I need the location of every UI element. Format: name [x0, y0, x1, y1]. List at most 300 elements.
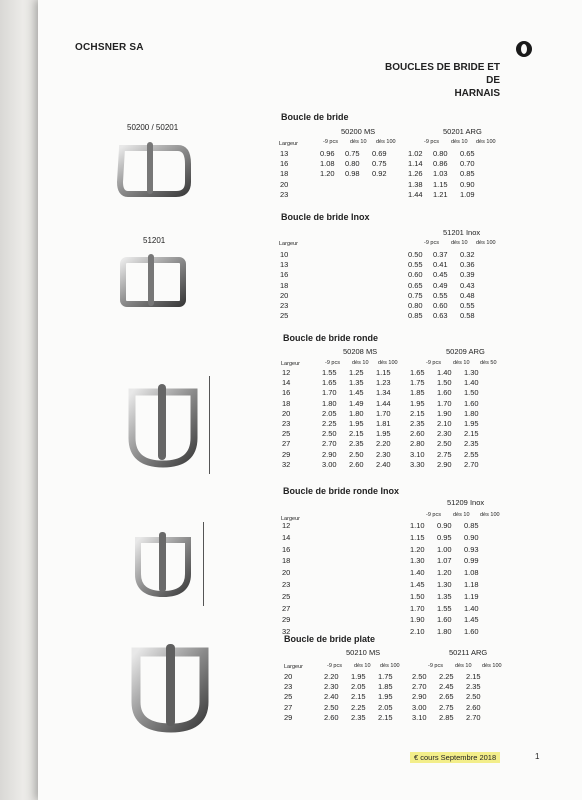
- price-cell: 1.20: [437, 568, 452, 578]
- price-cell: 1.00: [437, 544, 452, 554]
- price-cell: 1.65: [322, 378, 337, 388]
- price-cell: [320, 260, 345, 270]
- width-cell: 25: [282, 591, 291, 601]
- price-cell: 2.75: [439, 702, 454, 712]
- page-title-line2: HARNAIS: [454, 88, 500, 99]
- logo-icon: [516, 41, 532, 57]
- price-cell: 1.75: [378, 672, 393, 681]
- price-cell: 1.60: [464, 398, 479, 408]
- price-cell: 1.90: [410, 615, 425, 625]
- ref-50208: 50208 MS: [343, 347, 378, 356]
- price-cell: [320, 180, 345, 190]
- price-cell: 1.02: [408, 149, 423, 158]
- table-row: [282, 378, 489, 388]
- price-cell: [322, 614, 349, 626]
- col-header: dès 100: [376, 139, 396, 145]
- price-cell: [345, 301, 372, 311]
- currency-note: € cours Septembre 2018: [410, 752, 500, 763]
- price-cell: 3.00: [322, 459, 337, 469]
- price-table-bride-inox: [280, 250, 485, 321]
- price-cell: [372, 291, 408, 301]
- col-header: dès 50: [480, 360, 497, 366]
- price-cell: 1.70: [410, 603, 425, 613]
- table-row: [284, 703, 491, 713]
- width-cell: 23: [280, 189, 289, 199]
- price-cell: [376, 567, 410, 579]
- price-cell: 1.30: [464, 368, 479, 377]
- price-cell: [320, 281, 345, 291]
- price-cell: 1.20: [320, 169, 335, 179]
- price-cell: 2.30: [376, 449, 391, 459]
- col-header: dès 10: [451, 139, 468, 145]
- price-cell: 1.60: [464, 627, 479, 637]
- price-cell: [376, 579, 410, 591]
- price-cell: 2.40: [324, 692, 339, 702]
- image-label-51201: 51201: [143, 236, 166, 245]
- price-cell: 1.55: [322, 368, 337, 377]
- width-cell: 23: [284, 682, 293, 692]
- price-cell: 2.75: [437, 449, 452, 459]
- price-cell: 0.58: [460, 311, 475, 321]
- price-cell: 2.70: [464, 459, 479, 469]
- buckle-image-51209: [132, 528, 194, 600]
- price-cell: 2.50: [322, 429, 337, 439]
- width-cell: 32: [282, 459, 291, 469]
- price-table-bride: [280, 149, 485, 200]
- price-cell: 2.65: [439, 692, 454, 702]
- price-cell: 2.90: [412, 692, 427, 702]
- price-cell: 0.45: [433, 270, 448, 280]
- price-cell: 2.60: [324, 712, 339, 722]
- price-cell: 0.80: [408, 301, 423, 311]
- col-header: -9 pcs: [327, 663, 342, 669]
- price-cell: 1.15: [376, 368, 391, 377]
- price-cell: 2.45: [439, 682, 454, 692]
- price-cell: 0.43: [460, 280, 475, 290]
- width-cell: 16: [280, 270, 289, 280]
- col-header-width: Largeur: [284, 664, 303, 670]
- price-cell: [376, 591, 410, 603]
- price-cell: [372, 281, 408, 291]
- price-cell: 2.35: [466, 682, 481, 692]
- price-cell: 0.98: [345, 169, 360, 179]
- price-cell: [322, 544, 349, 556]
- price-cell: 2.25: [351, 702, 366, 712]
- price-cell: 1.50: [464, 388, 479, 398]
- price-cell: 1.70: [437, 398, 452, 408]
- price-cell: [345, 291, 372, 301]
- price-cell: 1.80: [349, 408, 364, 418]
- width-cell: 25: [280, 311, 289, 321]
- price-cell: 2.50: [466, 692, 481, 702]
- col-header: dès 10: [453, 512, 470, 518]
- price-cell: 0.48: [460, 290, 475, 300]
- price-cell: [376, 555, 410, 567]
- price-cell: 3.10: [412, 712, 427, 722]
- col-header: -9 pcs: [426, 360, 441, 366]
- width-cell: 25: [282, 429, 291, 439]
- table-row: [282, 450, 489, 460]
- binding-edge: [0, 0, 38, 800]
- price-cell: 1.80: [322, 398, 337, 408]
- ref-51201: 51201 Inox: [443, 228, 481, 237]
- width-cell: 14: [282, 532, 291, 542]
- price-cell: [320, 190, 345, 200]
- price-cell: 1.45: [464, 615, 479, 625]
- price-cell: 1.90: [437, 408, 452, 418]
- price-cell: 0.39: [460, 270, 475, 280]
- width-cell: 29: [282, 615, 291, 625]
- price-cell: 0.70: [460, 159, 475, 169]
- table-row: [280, 291, 485, 301]
- price-table-bride-ronde: [282, 368, 489, 470]
- price-cell: 1.40: [464, 378, 479, 388]
- section-title-bride-ronde-inox: Boucle de bride ronde Inox: [283, 486, 400, 496]
- col-header: dès 10: [350, 139, 367, 145]
- price-cell: 0.63: [433, 311, 448, 321]
- table-row: [284, 692, 491, 702]
- price-cell: 2.40: [376, 459, 391, 469]
- width-cell: 27: [282, 439, 291, 449]
- section-title-bride-inox: Boucle de bride Inox: [281, 212, 370, 222]
- price-cell: 3.10: [410, 449, 425, 459]
- price-cell: 2.15: [351, 692, 366, 702]
- width-cell: 16: [282, 388, 291, 398]
- col-header: dès 100: [378, 360, 398, 366]
- price-cell: 2.50: [324, 702, 339, 712]
- price-cell: [376, 626, 410, 638]
- price-cell: 1.50: [410, 591, 425, 601]
- price-cell: 1.55: [437, 603, 452, 613]
- width-cell: 20: [284, 672, 293, 681]
- price-cell: 1.60: [437, 615, 452, 625]
- price-cell: [349, 567, 376, 579]
- price-cell: 0.80: [345, 159, 360, 169]
- price-cell: 1.30: [437, 579, 452, 589]
- price-cell: 1.08: [464, 568, 479, 578]
- width-cell: 18: [280, 280, 289, 290]
- price-cell: 1.80: [464, 408, 479, 418]
- price-cell: 1.35: [349, 378, 364, 388]
- buckle-image-50208: [124, 380, 202, 470]
- width-cell: 23: [282, 419, 291, 429]
- price-cell: 0.95: [437, 532, 452, 542]
- price-cell: [376, 614, 410, 626]
- price-cell: [376, 603, 410, 615]
- price-cell: [372, 270, 408, 280]
- price-cell: 2.50: [349, 449, 364, 459]
- width-cell: 10: [280, 250, 289, 259]
- price-cell: [376, 520, 410, 532]
- price-cell: 1.50: [437, 378, 452, 388]
- price-cell: 2.35: [351, 712, 366, 722]
- table-row: [282, 614, 489, 626]
- price-cell: 1.45: [349, 388, 364, 398]
- price-cell: 2.70: [412, 682, 427, 692]
- price-cell: 0.90: [437, 521, 452, 530]
- price-cell: 0.50: [408, 250, 423, 259]
- price-cell: 2.60: [410, 429, 425, 439]
- buckle-image-50210: [128, 640, 214, 736]
- price-cell: 1.40: [464, 603, 479, 613]
- width-cell: 13: [280, 260, 289, 270]
- price-cell: [322, 567, 349, 579]
- width-cell: 23: [280, 301, 289, 311]
- section-title-bride: Boucle de bride: [281, 112, 349, 122]
- price-cell: 1.21: [433, 189, 448, 199]
- price-cell: 2.15: [464, 429, 479, 439]
- width-cell: 12: [282, 521, 291, 530]
- image-label-50200: 50200 / 50201: [127, 123, 179, 132]
- price-cell: 1.70: [322, 388, 337, 398]
- price-cell: 1.65: [410, 368, 425, 377]
- width-cell: 18: [280, 169, 289, 179]
- width-cell: 20: [282, 568, 291, 578]
- width-cell: 29: [282, 449, 291, 459]
- price-cell: 1.85: [410, 388, 425, 398]
- price-cell: [372, 260, 408, 270]
- price-cell: [322, 532, 349, 544]
- price-cell: 0.86: [433, 159, 448, 169]
- width-cell: 12: [282, 368, 291, 377]
- price-cell: [372, 301, 408, 311]
- price-cell: [320, 270, 345, 280]
- price-cell: 1.95: [349, 419, 364, 429]
- price-cell: [349, 520, 376, 532]
- col-header: dès 100: [480, 512, 500, 518]
- table-row: [282, 532, 489, 544]
- price-cell: 0.85: [464, 521, 479, 530]
- price-cell: 2.10: [410, 627, 425, 637]
- table-row: [282, 388, 489, 398]
- table-row: [280, 281, 485, 291]
- ref-50200: 50200 MS: [341, 127, 376, 136]
- price-cell: 2.90: [322, 449, 337, 459]
- col-header: dès 100: [482, 663, 502, 669]
- section-title-bride-ronde: Boucle de bride ronde: [283, 333, 379, 343]
- price-cell: 0.36: [460, 260, 475, 270]
- price-cell: 1.26: [408, 169, 423, 179]
- price-cell: 1.80: [437, 627, 452, 637]
- price-cell: 1.35: [437, 591, 452, 601]
- price-cell: 0.92: [372, 169, 387, 179]
- price-cell: [322, 555, 349, 567]
- price-cell: 2.80: [410, 439, 425, 449]
- price-cell: 0.80: [433, 149, 448, 158]
- price-cell: [345, 190, 372, 200]
- width-cell: 16: [280, 159, 289, 169]
- price-cell: [320, 250, 345, 260]
- table-row: [280, 159, 485, 169]
- price-cell: 1.95: [464, 419, 479, 429]
- table-row: [284, 672, 491, 682]
- price-cell: 1.34: [376, 388, 391, 398]
- price-cell: 1.95: [378, 692, 393, 702]
- width-cell: 27: [284, 702, 293, 712]
- price-cell: [345, 250, 372, 260]
- image-divider: [209, 376, 210, 474]
- table-row: [282, 399, 489, 409]
- price-cell: [345, 180, 372, 190]
- width-cell: 18: [282, 398, 291, 408]
- price-cell: 1.09: [460, 189, 475, 199]
- col-header: -9 pcs: [428, 663, 443, 669]
- ref-50210: 50210 MS: [346, 648, 381, 657]
- price-cell: 2.30: [437, 429, 452, 439]
- col-header: dès 10: [453, 360, 470, 366]
- price-cell: 1.23: [376, 378, 391, 388]
- col-header-width: Largeur: [281, 516, 300, 522]
- price-cell: 2.35: [349, 439, 364, 449]
- col-header: dès 10: [354, 663, 371, 669]
- width-cell: 20: [282, 408, 291, 418]
- price-cell: [322, 603, 349, 615]
- price-cell: 0.49: [433, 280, 448, 290]
- price-cell: 2.10: [437, 419, 452, 429]
- price-cell: [376, 544, 410, 556]
- ref-51209: 51209 Inox: [447, 498, 485, 507]
- price-cell: 2.05: [378, 702, 393, 712]
- price-cell: 2.35: [410, 419, 425, 429]
- table-row: [282, 591, 489, 603]
- ref-50211: 50211 ARG: [449, 648, 488, 657]
- price-cell: 2.05: [322, 408, 337, 418]
- price-cell: 1.60: [437, 388, 452, 398]
- price-cell: 0.85: [408, 311, 423, 321]
- price-cell: 1.95: [376, 429, 391, 439]
- width-cell: 20: [280, 179, 289, 189]
- price-cell: 2.60: [466, 702, 481, 712]
- price-cell: 0.90: [460, 179, 475, 189]
- col-header: -9 pcs: [424, 139, 439, 145]
- table-row: [280, 301, 485, 311]
- price-cell: 1.44: [408, 189, 423, 199]
- table-row: [280, 311, 485, 321]
- table-row: [280, 149, 485, 159]
- price-cell: [345, 270, 372, 280]
- table-row: [282, 439, 489, 449]
- price-cell: 2.35: [464, 439, 479, 449]
- price-cell: 0.90: [464, 532, 479, 542]
- price-cell: 0.55: [408, 260, 423, 270]
- price-cell: [322, 579, 349, 591]
- page-number: 1: [535, 752, 540, 761]
- price-cell: 1.25: [349, 368, 364, 377]
- price-cell: 0.65: [460, 149, 475, 158]
- price-cell: 0.65: [408, 280, 423, 290]
- table-row: [282, 409, 489, 419]
- width-cell: 25: [284, 692, 293, 702]
- price-cell: 2.15: [349, 429, 364, 439]
- image-divider-2: [203, 522, 204, 606]
- col-header: dès 100: [476, 240, 496, 246]
- price-cell: 2.20: [376, 439, 391, 449]
- price-cell: 0.55: [433, 290, 448, 300]
- price-cell: 1.18: [464, 579, 479, 589]
- width-cell: 14: [282, 378, 291, 388]
- price-cell: [372, 190, 408, 200]
- col-header: -9 pcs: [325, 360, 340, 366]
- price-cell: 2.20: [324, 672, 339, 681]
- price-cell: 1.40: [410, 568, 425, 578]
- ref-50201: 50201 ARG: [443, 127, 482, 136]
- price-cell: [372, 311, 408, 321]
- price-table-bride-plate: [284, 672, 491, 723]
- price-cell: [372, 180, 408, 190]
- price-cell: 1.81: [376, 419, 391, 429]
- price-cell: 0.32: [460, 250, 475, 259]
- price-cell: 1.15: [433, 179, 448, 189]
- col-header: dès 10: [455, 663, 472, 669]
- page-title: [370, 61, 500, 100]
- table-row: [282, 603, 489, 615]
- buckle-image-50200: [114, 138, 196, 200]
- price-cell: 1.95: [410, 398, 425, 408]
- buckle-image-51201: [117, 252, 189, 310]
- ref-50209: 50209 ARG: [446, 347, 485, 356]
- price-cell: 1.10: [410, 521, 425, 530]
- table-row: [280, 270, 485, 280]
- price-cell: 2.70: [322, 439, 337, 449]
- price-cell: [345, 260, 372, 270]
- width-cell: 29: [284, 712, 293, 722]
- section-title-bride-plate: Boucle de bride plate: [284, 634, 376, 644]
- table-row: [282, 567, 489, 579]
- price-cell: [349, 579, 376, 591]
- price-cell: 0.96: [320, 149, 335, 158]
- price-cell: 2.85: [439, 712, 454, 722]
- width-cell: 16: [282, 544, 291, 554]
- table-row: [284, 713, 491, 723]
- price-cell: [349, 614, 376, 626]
- table-row: [284, 682, 491, 692]
- price-cell: 2.15: [410, 408, 425, 418]
- page-title-line1: BOUCLES DE BRIDE ET DE: [384, 62, 500, 86]
- price-cell: 1.40: [437, 368, 452, 377]
- table-row: [282, 579, 489, 591]
- price-cell: [372, 250, 408, 260]
- price-cell: 1.49: [349, 398, 364, 408]
- col-header: dès 10: [352, 360, 369, 366]
- price-cell: 1.95: [351, 672, 366, 681]
- table-row: [280, 250, 485, 260]
- col-header: -9 pcs: [323, 139, 338, 145]
- col-header-width: Largeur: [279, 241, 298, 247]
- price-table-bride-ronde-inox: [282, 520, 489, 638]
- price-cell: [349, 555, 376, 567]
- price-cell: [345, 281, 372, 291]
- price-cell: 3.30: [410, 459, 425, 469]
- price-cell: 0.75: [408, 290, 423, 300]
- price-cell: 2.05: [351, 682, 366, 692]
- table-row: [282, 429, 489, 439]
- price-cell: 1.70: [376, 408, 391, 418]
- col-header: dès 100: [380, 663, 400, 669]
- price-cell: [349, 603, 376, 615]
- price-cell: 0.55: [460, 301, 475, 311]
- price-cell: 0.60: [408, 270, 423, 280]
- price-cell: 1.45: [410, 579, 425, 589]
- col-header-width: Largeur: [281, 361, 300, 367]
- table-row: [282, 460, 489, 470]
- table-row: [282, 544, 489, 556]
- table-row: [282, 419, 489, 429]
- price-cell: 0.99: [464, 556, 479, 566]
- price-cell: [349, 591, 376, 603]
- price-cell: 1.38: [408, 179, 423, 189]
- price-cell: 2.25: [322, 419, 337, 429]
- price-cell: 2.60: [349, 459, 364, 469]
